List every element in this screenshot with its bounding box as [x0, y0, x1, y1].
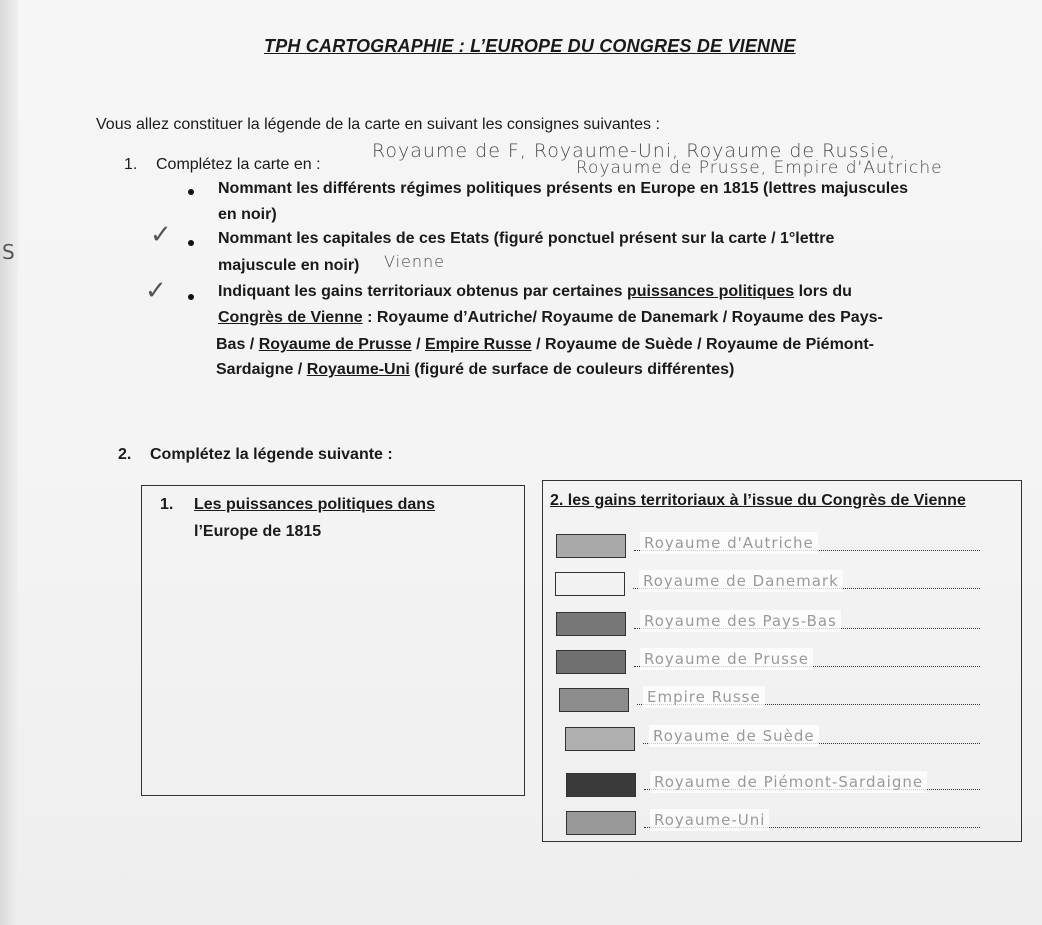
checkmark-icon: ✓	[145, 276, 167, 306]
bullet-2-line2: majuscule en noir)	[218, 257, 360, 274]
bullet-1	[188, 189, 194, 195]
bullet-3-line4: Sardaigne / Royaume-Uni (figuré de surface de couleurs différentes)	[216, 361, 735, 378]
handwritten-answer-2: Royaume de Prusse, Empire d'Autriche	[576, 158, 943, 178]
legend-swatch	[556, 534, 626, 558]
handwritten-answer-1: Royaume de F, Royaume-Uni, Royaume de Russie,	[372, 140, 897, 162]
page-edge	[0, 0, 18, 925]
legend-label: Royaume de Danemark	[639, 570, 843, 592]
legend-label: Royaume de Piémont-Sardaigne	[650, 771, 927, 793]
intro-text: Vous allez constituer la légende de la carte en suivant les consignes suivantes :	[96, 116, 660, 133]
legend-label: Royaume de Suède	[649, 725, 819, 747]
bullet-3-line2: Congrès de Vienne : Royaume d’Autriche/ Royaume de Danemark / Royaume des Pays-	[218, 309, 883, 326]
legend-swatch	[559, 688, 629, 712]
legend-swatch	[556, 650, 626, 674]
page-title: TPH CARTOGRAPHIE : L’EUROPE DU CONGRES DE VIENNE	[264, 36, 796, 56]
bullet-3-line3: Bas / Royaume de Prusse / Empire Russe / Royaume de Suède / Royaume de Piémont-	[216, 336, 875, 353]
bullet-1-line2: en noir)	[218, 206, 277, 223]
legend-left-number: 1.	[160, 496, 174, 513]
legend-left-heading-line1: Les puissances politiques dans	[194, 496, 435, 513]
bullet-2-line1: Nommant les capitales de ces Etats (figuré ponctuel présent sur la carte / 1°lettre	[218, 230, 835, 247]
q2-label: Complétez la légende suivante :	[150, 446, 393, 463]
legend-swatch	[566, 811, 636, 835]
q1-number: 1.	[124, 156, 138, 173]
legend-swatch	[556, 612, 626, 636]
margin-letter: S	[2, 240, 15, 264]
handwritten-capital: Vienne	[384, 252, 446, 271]
legend-swatch	[555, 572, 625, 596]
legend-label: Royaume de Prusse	[640, 648, 813, 670]
bullet-3-line1: Indiquant les gains territoriaux obtenus par certaines puissances politiques lors du	[218, 283, 852, 300]
legend-label: Empire Russe	[643, 686, 765, 708]
q1-label: Complétez la carte en :	[156, 156, 321, 173]
legend-left-heading-line2: l’Europe de 1815	[194, 523, 322, 540]
legend-label: Royaume-Uni	[650, 809, 769, 831]
bullet-1-line1: Nommant les différents régimes politiques présents en Europe en 1815 (lettres majuscules	[218, 180, 908, 197]
q2-number: 2.	[118, 446, 132, 463]
legend-label: Royaume d'Autriche	[640, 532, 818, 554]
legend-swatch	[566, 773, 636, 797]
checkmark-icon: ✓	[150, 220, 172, 250]
bullet-3	[188, 294, 194, 300]
bullet-2	[188, 240, 194, 246]
legend-label: Royaume des Pays-Bas	[640, 610, 841, 632]
legend-right-heading: 2. les gains territoriaux à l’issue du Congrès de Vienne	[550, 492, 966, 509]
legend-swatch	[565, 727, 635, 751]
